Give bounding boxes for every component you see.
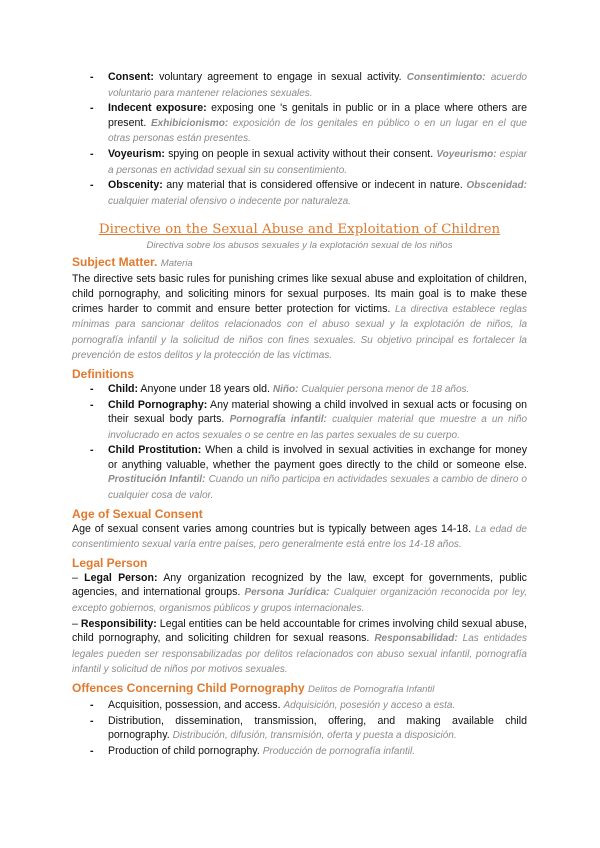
directive-title: Directive on the Sexual Abuse and Exploitation of Children	[98, 222, 501, 238]
age-consent-heading: Age of Sexual Consent	[72, 506, 203, 521]
list-item-production: - Production of child pornography. Producción de pornografía infantil.	[72, 744, 527, 760]
subject-matter-paragraph: The directive sets basic rules for punishing crimes like sexual abuse and exploitation of children, child pornography, and soliciting minors for sexual purposes. Its main goal is to make these crimes harder to commit and ensure better protection for victims. La directiva establece reglas mínimas para sancionar delitos relacionados con el abuso sexual y la explotación de niños, la pornografía infantil y la solicitud de niños con fines sexuales. Su objetivo principal es fortalecer la prevención de estos delitos y la protección de las víctimas.	[72, 273, 527, 362]
list-item-voyeurism: - Voyeurism: spying on people in sexual activity without their consent. Voyeurismo: espiar a personas en actividad sexual sin su consentimiento.	[72, 147, 527, 178]
definitions-heading: Definitions	[72, 366, 134, 381]
offences-list	[72, 698, 527, 759]
age-consent-paragraph: Age of sexual consent varies among countries but is typically between ages 14-18. La edad de consentimiento sexual varía entre países, pero generalmente está entre los 14-18 años.	[72, 522, 527, 551]
list-item-indecent-exposure: - Indecent exposure: exposing one 's genitals in public or in a place where others are present. Exhibicionismo: exposición de los genitales en público o en un lugar en el que otras personas están presentes.	[72, 101, 527, 147]
list-item-child-pornography: - Child Pornography: Any material showing a child involved in sexual acts or focusing on their sexual body parts. Pornografía infantil: cualquier material que muestre a un niño involucrado en actos sexuales o se centre en las partes sexuales de su cuerpo.	[72, 398, 527, 444]
top-definition-list	[72, 70, 527, 209]
responsibility-paragraph: – Responsibility: Legal entities can be held accountable for crimes involving child sexual abuse, child pornography, and soliciting children for sexual reasons. Responsabilidad: Las entidades legales pueden ser responsabilizadas por delitos relacionados con abuso sexual infantil, pornografía infantil y solicitud de niños por motivos sexuales.	[72, 617, 527, 676]
list-item-consent: - Consent: voluntary agreement to engage in sexual activity. Consentimiento: acuerdo voluntario para mantener relaciones sexuales.	[72, 70, 527, 101]
list-item-distribution: - Distribution, dissemination, transmission, offering, and making available child pornography. Distribución, difusión, transmisión, oferta y puesta a disposición.	[72, 714, 527, 744]
subject-matter-heading: Subject Matter. Materia	[72, 255, 193, 270]
offences-heading: Offences Concerning Child Pornography Delitos de Pornografía Infantil	[72, 681, 435, 695]
directive-subtitle: Directiva sobre los abusos sexuales y la explotación sexual de los niños	[146, 240, 453, 252]
definitions-list	[72, 382, 527, 504]
list-item-child: - Child: Anyone under 18 years old. Niño: Cualquier persona menor de 18 años.	[72, 382, 527, 398]
legal-person-heading: Legal Person	[72, 555, 148, 570]
list-item-obscenity: - Obscenity: any material that is considered offensive or indecent in nature. Obscenidad: cualquier material ofensivo o indecente por naturaleza.	[72, 178, 527, 209]
list-item-acquisition: - Acquisition, possession, and access. Adquisición, posesión y acceso a esta.	[72, 698, 527, 714]
list-item-child-prostitution: - Child Prostitution: When a child is involved in sexual activities in exchange for money or anything valuable, whether the payment goes directly to the child or someone else. Prostitución Infantil: Cuando un niño participa en actividades sexuales a cambio de dinero o cualquier cosa de valor.	[72, 443, 527, 503]
document-content	[72, 70, 527, 759]
legal-person-paragraph: – Legal Person: Any organization recognized by the law, except for governments, public agencies, and international groups. Persona Jurídica: Cualquier organización reconocida por ley, excepto gobiernos, organismos públicos y grupos internacionales.	[72, 571, 527, 615]
